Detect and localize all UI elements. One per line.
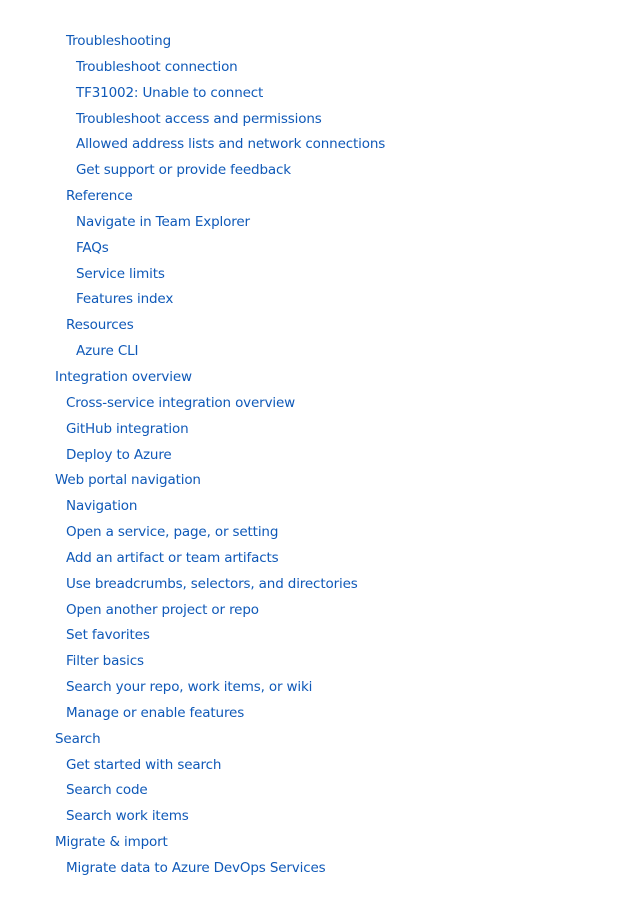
toc-link[interactable]: Migrate data to Azure DevOps Services	[66, 860, 326, 876]
toc-link[interactable]: Troubleshooting	[66, 33, 171, 49]
toc-link[interactable]: Azure CLI	[76, 343, 139, 360]
toc-link[interactable]: Web portal navigation	[55, 472, 201, 489]
toc-link[interactable]: Navigate in Team Explorer	[76, 213, 250, 230]
toc-link[interactable]: Filter basics	[66, 653, 144, 670]
toc-link[interactable]: Search work items	[66, 808, 189, 825]
toc-link[interactable]: Add an artifact or team artifacts	[66, 549, 279, 566]
toc-link[interactable]: Resources	[66, 317, 134, 334]
toc-link[interactable]: Search your repo, work items, or wiki	[66, 679, 313, 696]
toc-link[interactable]: Troubleshoot connection	[76, 58, 238, 75]
toc-link[interactable]: Search	[55, 730, 101, 747]
toc-link[interactable]: FAQs	[76, 239, 109, 256]
toc-link[interactable]: Navigation	[66, 498, 138, 515]
toc-link[interactable]: Cross-service integration overview	[66, 394, 296, 411]
toc-link[interactable]: Service limits	[76, 265, 165, 282]
toc-link[interactable]: Manage or enable features	[66, 704, 245, 721]
toc-link[interactable]: Allowed address lists and network connections	[76, 136, 386, 153]
toc-link[interactable]: Get support or provide feedback	[76, 162, 291, 179]
toc-link[interactable]: GitHub integration	[66, 420, 189, 437]
toc-link[interactable]: Open a service, page, or setting	[66, 524, 279, 541]
toc-link[interactable]: Set favorites	[66, 627, 150, 644]
toc-link[interactable]: Reference	[66, 188, 133, 205]
toc-link[interactable]: Troubleshoot access and permissions	[76, 110, 322, 127]
toc-link[interactable]: Deploy to Azure	[66, 446, 172, 463]
table-of-contents	[0, 29, 638, 882]
toc-link[interactable]: Get started with search	[66, 756, 222, 773]
toc-link[interactable]: TF31002: Unable to connect	[76, 84, 264, 101]
toc-link[interactable]: Open another project or repo	[66, 601, 259, 618]
toc-link[interactable]: Features index	[76, 291, 174, 308]
toc-link[interactable]: Search code	[66, 782, 148, 799]
toc-link[interactable]: Migrate & import	[55, 834, 168, 851]
toc-link[interactable]: Use breadcrumbs, selectors, and directories	[66, 575, 358, 592]
toc-link[interactable]: Integration overview	[55, 368, 192, 385]
